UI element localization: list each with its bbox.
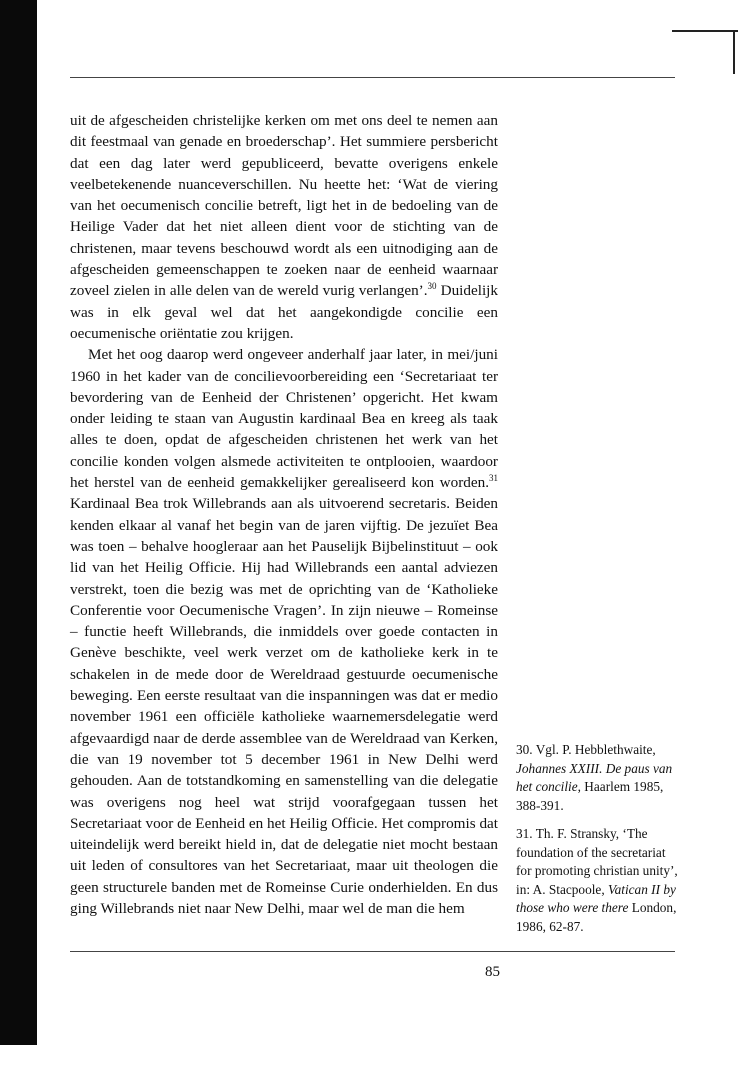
page-number: 85 xyxy=(485,964,500,980)
paragraph-1-text: uit de afgescheiden christelijke kerken om met ons deel te nemen aan dit feestmaal van genade en broederschap’. Het summiere persbericht dat een dag later werd gepubliceerd, bevatte overigens enkele veelbetekenende nuanceverschillen. Nu heette het: ‘Wat de viering van het oecumenisch concilie betreft, ligt het in de bedoeling van de Heilige Vader dat het niet alleen dient voor de stichting van de christenen, maar tevens beschouwd wordt als een uitnodiging aan de afgescheiden gemeenschappen te zoeken naar de eenheid waarnaar zoveel zielen in alle delen van de wereld vurig verlangen’. xyxy=(70,112,498,300)
footnote-31 xyxy=(516,825,678,936)
main-text-column xyxy=(70,110,498,919)
footnote-30-title: Johannes XXIII. De paus van het concilie xyxy=(516,760,673,794)
paragraph-2-text-continued: Kardinaal Bea trok Willebrands aan als uitvoerend secretaris. Beiden kenden elkaar al vanaf het begin van de jaren vijftig. De jezuïet Bea was toen – behalve hoogleraar aan het Pauselijk Bijbelinstituut – ook lid van het Heilig Officie. Hij had Willebrands een aantal adviezen verstrekt, toen die bezig was met de oprichting van de ‘Katholieke Conferentie voor Oecumenische Vragen’. In zijn nieuwe – Romeinse – functie heeft Willebrands, die inmiddels over goede contacten in Genève beschikte, veel werk verzet om de katholieke kerk in te schakelen in de mede door de Wereldraad gestuurde oecumenische beweging. Een eerste resultaat van die inspanningen was dat er medio november 1961 een officiële katholieke waarnemersdelegatie werd afgevaardigd naar de derde assemblee van de Wereldraad van Kerken, die van 19 november tot 5 december 1961 in New Delhi werd gehouden. Aan de totstandkoming en samenstelling van die delegatie was overigens nog heel wat strijd voorafgegaan tussen het Secretariaat voor de Eenheid en het Heilig Officie. Het compromis dat uiteindelijk werd bereikt hield in, dat de delegatie niet mocht bestaan uit leden of consultores van het Secretariaat, maar uit theologen die geen structurele banden met de Romeinse Curie onderhielden. En dus ging Willebrands niet naar New Delhi, maar wel de man die hem xyxy=(70,495,498,917)
footer-rule xyxy=(70,951,675,952)
paragraph-2-text: Met het oog daarop werd ongeveer anderhalf jaar later, in mei/juni 1960 in het kader van de concilievoorbereiding een ‘Secretariaat ter bevordering van de Eenheid der Christenen’ opgericht. Het kwam onder leiding te staan van Augustin kardinaal Bea en kreeg als taak alles te doen, opdat de afgescheiden christenen het werk van het concilie konden volgen alsmede activiteiten te ontplooien, waardoor het herstel van de eenheid gemakkelijker gerealiseerd kon worden. xyxy=(70,346,498,492)
footnote-ref-31[interactable]: 31 xyxy=(489,472,498,483)
paragraph-1-text-continued: Duidelijk was in elk geval wel dat het aangekondigde concilie een oecumenische oriëntatie zou krijgen. xyxy=(70,282,498,342)
footnote-31-tail: London, 1986, 62-87. xyxy=(516,900,677,934)
margin-footnotes xyxy=(516,741,678,946)
crop-mark-horizontal xyxy=(672,30,738,32)
header-rule xyxy=(70,77,675,78)
footnote-30-tail: , Haarlem 1985, 388-391. xyxy=(516,779,664,813)
paragraph-2 xyxy=(70,344,498,919)
scan-binding-edge xyxy=(0,0,37,1045)
footnote-30 xyxy=(516,741,678,815)
footnote-31-lead: 31. Th. F. Stransky, ‘The foundation of the secretariat for promoting christian unity’, in: A. Stacpoole, xyxy=(516,826,678,897)
footnote-ref-30[interactable]: 30 xyxy=(427,281,437,292)
footnote-30-lead: 30. Vgl. P. Hebblethwaite, xyxy=(516,742,656,757)
crop-mark-vertical xyxy=(733,30,735,74)
paragraph-1 xyxy=(70,110,498,344)
footnote-31-title: Vatican II by those who were there xyxy=(516,881,676,915)
